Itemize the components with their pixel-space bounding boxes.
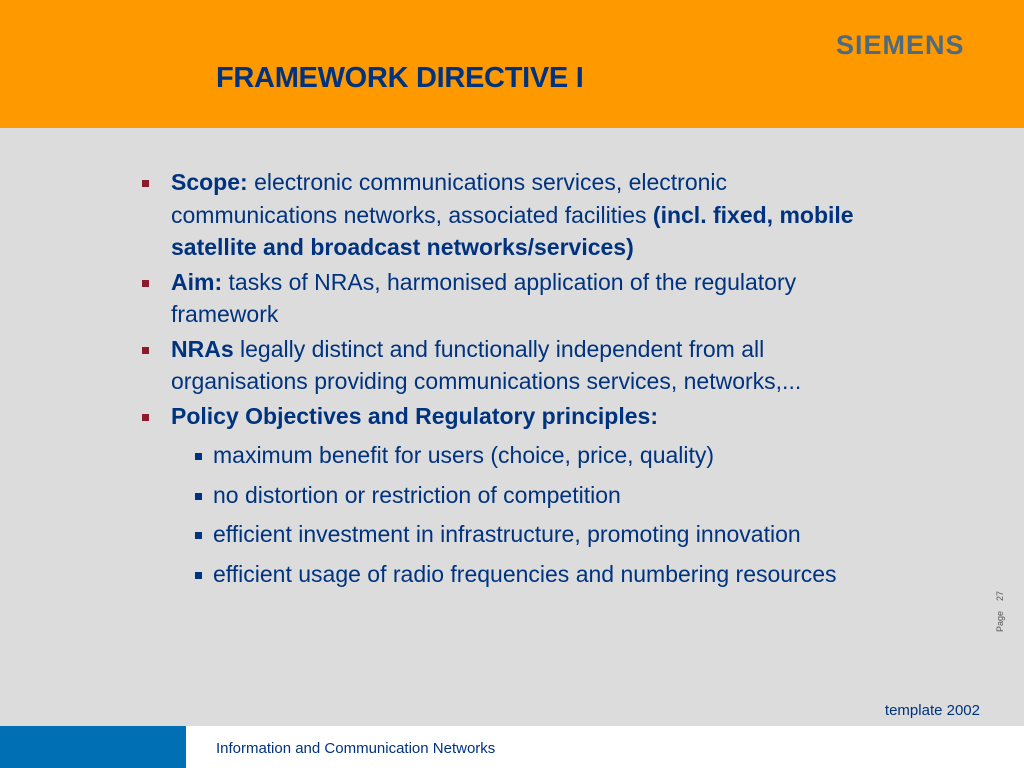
bullet-label: NRAs [171, 335, 234, 362]
square-bullet-icon [142, 414, 149, 421]
square-bullet-icon [195, 572, 202, 579]
page-title: FRAMEWORK DIRECTIVE I [216, 62, 584, 94]
bullet-label: Policy Objectives and Regulatory principles: [171, 402, 658, 429]
page-number-value: 27 [995, 590, 1005, 601]
template-note: template 2002 [884, 702, 980, 719]
bullet-scope [136, 166, 856, 264]
square-bullet-icon [142, 280, 149, 287]
footer-text: Information and Communication Networks [216, 740, 496, 757]
siemens-logo: SIEMENS [836, 30, 965, 60]
page-number [995, 591, 1005, 632]
bullet-label: Aim: [171, 268, 223, 295]
bullet-text: legally distinct and functionally independent from all organisations providing communications services, networks,... [171, 335, 802, 394]
square-bullet-icon [195, 453, 202, 460]
square-bullet-icon [195, 532, 202, 539]
bullet-label: Scope: [171, 169, 248, 195]
sub-bullet [136, 518, 856, 551]
slide-content [136, 166, 856, 590]
footer-accent-block [0, 726, 186, 768]
bullet-text: tasks of NRAs, harmonised application of the regulatory framework [171, 268, 797, 327]
sub-bullet-text: efficient investment in infrastructure, promoting innovation [213, 521, 801, 547]
sub-bullet-text: maximum benefit for users (choice, price, quality) [213, 442, 715, 468]
bullet-bold-suffix: (incl. fixed, mobile satellite and broadcast networks/services) [171, 201, 854, 260]
square-bullet-icon [142, 180, 149, 187]
bullet-nras [136, 333, 856, 398]
square-bullet-icon [195, 493, 202, 500]
sub-bullet-text: efficient usage of radio frequencies and numbering resources [213, 560, 837, 587]
bullet-text: electronic communications services, electronic communications networks, associated facilities [171, 169, 728, 228]
page-label-text: Page [995, 610, 1005, 632]
sub-bullet [136, 479, 856, 512]
bullet-policy [136, 400, 856, 433]
sub-bullet [136, 439, 856, 472]
sub-bullet-text: no distortion or restriction of competition [213, 481, 621, 508]
sub-bullet [136, 558, 856, 591]
square-bullet-icon [142, 347, 149, 354]
bullet-aim [136, 266, 856, 331]
header-bar [0, 0, 1024, 128]
footer-bar [0, 726, 1024, 768]
